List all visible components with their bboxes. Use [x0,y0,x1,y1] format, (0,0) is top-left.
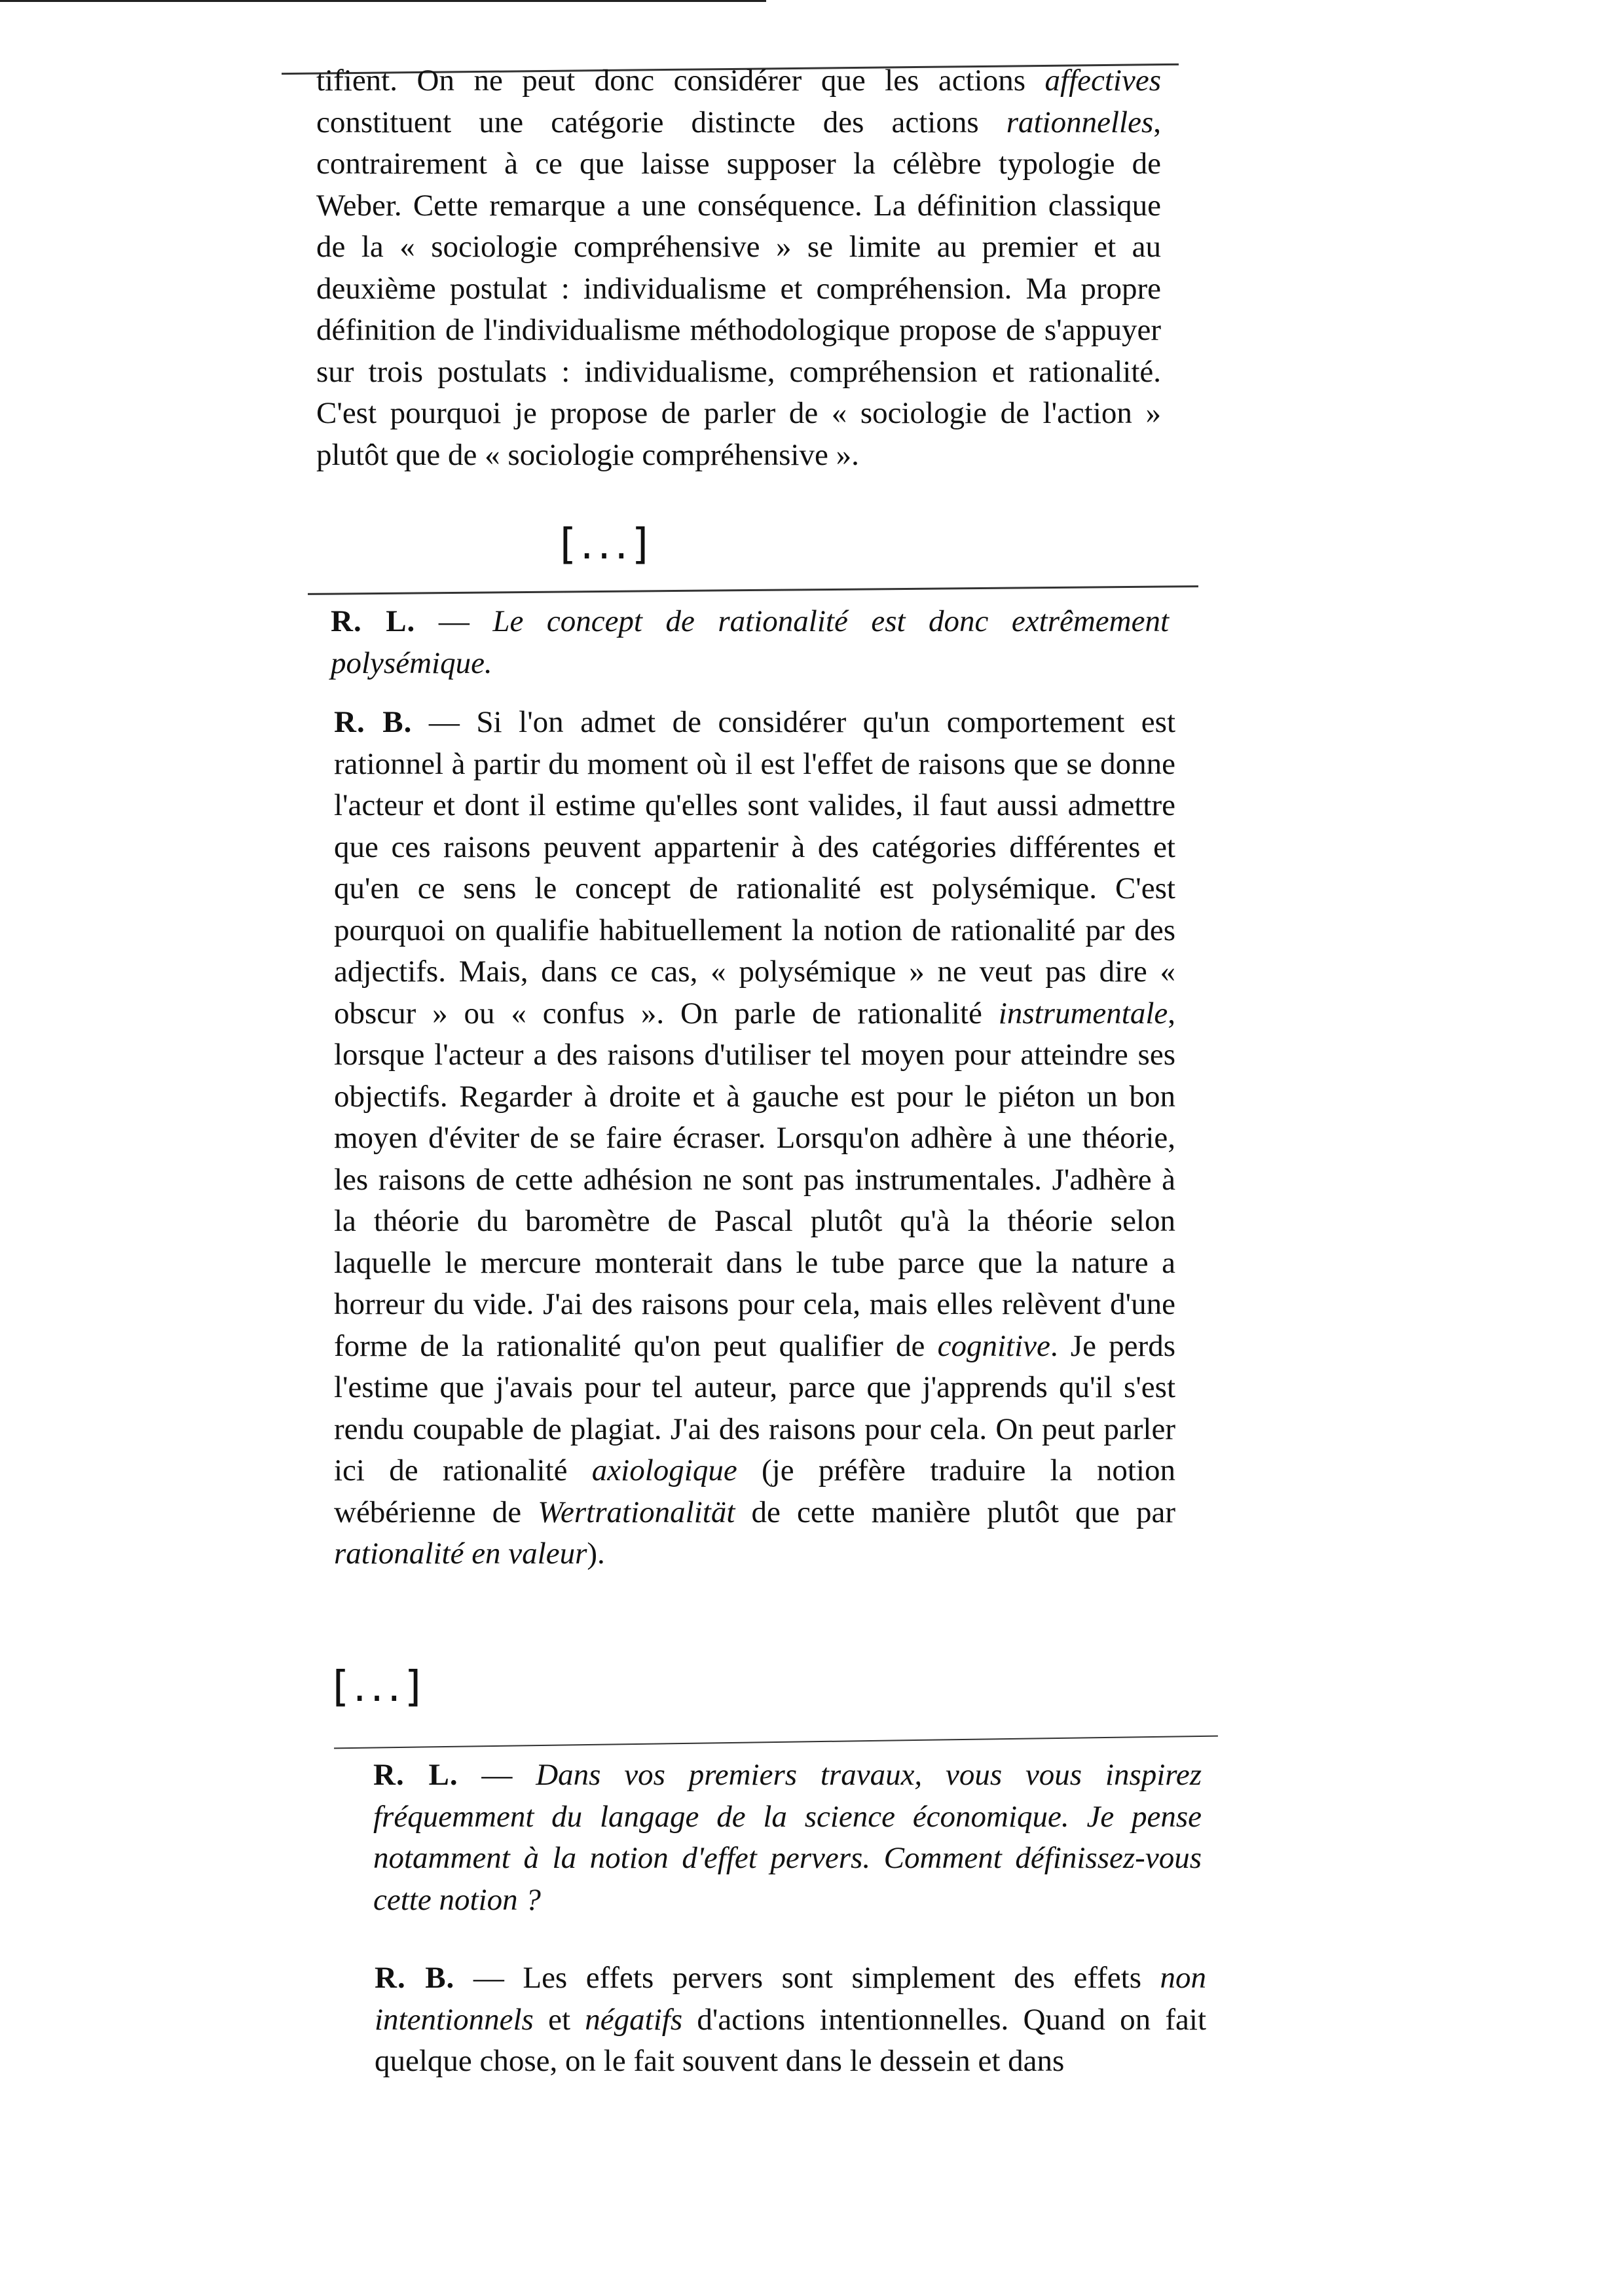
question-rationalite [331,601,1169,684]
answer-rationalite-text [334,702,1175,1575]
section-rule [308,585,1198,595]
speaker-label: R. L. [331,604,416,638]
answer-effet-pervers [375,1958,1206,2083]
text-segment: tifient. On ne peut donc considérer que les actions [316,64,1045,98]
italic-text-segment: Wertrationalität [538,1495,735,1529]
text-segment: constituent une catégorie distincte des actions [316,105,1006,139]
text-segment: Les effets pervers sont simplement des effets [523,1961,1160,1995]
ellipsis-marker: [...] [560,520,652,569]
paragraph-continuation [316,60,1161,476]
italic-text-segment: Dans vos premiers travaux, vous vous inspirez fréquemment du langage de la science économique. Je pense notamment à la notion d'effet pervers. Comment définissez-vous cette notion ? [373,1758,1202,1917]
italic-text-segment: instrumentale [998,996,1168,1030]
question-effet-pervers-text [373,1755,1202,1921]
paragraph-continuation-text [316,60,1161,476]
text-segment: (je préfère traduire la notion wébérienne de [334,1453,1175,1529]
text-segment: de cette manière plutôt que par [735,1495,1175,1529]
speaker-dash: — [458,1758,536,1792]
text-segment: , lorsque l'acteur a des raisons d'utiliser tel moyen pour atteindre ses objectifs. Regarder à droite et à gauche est pour le piéton un bon moyen d'éviter de se faire écraser. Lorsqu'on adhère à une théorie, les raisons de cette adhésion ne sont pas instrumentales. J'adhère à la théorie du baromètre de Pascal plutôt qu'à la théorie selon laquelle le mercure monterait dans le tube parce que la nature a horreur du vide. J'ai des raisons pour cela, mais elles relèvent d'une forme de la rationalité qu'on peut qualifier de [334,996,1175,1363]
section-rule [334,1736,1218,1749]
answer-rationalite [334,702,1175,1575]
text-segment: , contrairement à ce que laisse supposer la célèbre typologie de Weber. Cette remarque a une conséquence. La définition classique de la « sociologie compréhensive » se limite au premier et au deuxième postulat : individualisme et compréhension. Ma propre définition de l'individualisme méthodologique propose de s'appuyer sur trois postulats : individualisme, compréhension et rationalité. C'est pourquoi je propose de parler de « sociologie de l'action » plutôt que de « sociologie compréhensive ». [316,105,1161,472]
question-rationalite-text [331,601,1169,684]
speaker-dash: — [415,604,493,638]
speaker-label: R. B. [334,705,413,739]
speaker-label: R. B. [375,1961,455,1995]
speaker-dash: — [412,705,477,739]
italic-text-segment: cognitive [937,1328,1050,1363]
speaker-dash: — [454,1961,523,1995]
italic-text-segment: Le concept de rationalité est donc extrêmement polysémique. [331,604,1170,680]
italic-text-segment: négatifs [585,2002,683,2037]
page-top-edge [0,0,766,2]
italic-text-segment: non intentionnels [375,1961,1207,2037]
question-effet-pervers [373,1755,1202,1921]
italic-text-segment: affectives [1044,64,1161,98]
italic-text-segment: rationnelles [1006,105,1154,139]
speaker-label: R. L. [373,1758,458,1792]
italic-text-segment: rationalité en valeur [334,1537,587,1571]
text-segment: . Je perds l'estime que j'avais pour tel auteur, parce que j'apprends qu'il s'est rendu coupable de plagiat. J'ai des raisons pour cela. On peut parler ici de rationalité [334,1328,1175,1487]
text-segment: d'actions intentionnelles. Quand on fait quelque chose, on le fait souvent dans le dessein et dans [375,2002,1207,2078]
ellipsis-marker: [...] [333,1663,425,1711]
italic-text-segment: axiologique [591,1453,737,1487]
text-segment: Si l'on admet de considérer qu'un comportement est rationnel à partir du moment où il est l'effet de raisons que se donne l'acteur et dont il estime qu'elles sont valides, il faut aussi admettre que ces raisons peuvent appartenir à des catégories différentes et qu'en ce sens le concept de rationalité est polysémique. C'est pourquoi on qualifie habituellement la notion de rationalité par des adjectifs. Mais, dans ce cas, « polysémique » ne veut pas dire « obscur » ou « confus ». On parle de rationalité [334,705,1175,1030]
answer-effet-pervers-text [375,1958,1206,2083]
text-segment: et [533,2002,585,2037]
text-segment: ). [587,1537,605,1571]
